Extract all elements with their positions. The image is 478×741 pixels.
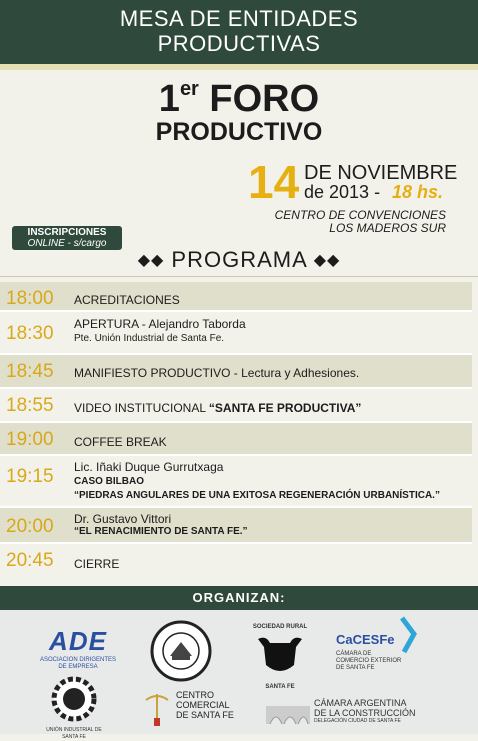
schedule-row — [0, 423, 472, 456]
diamond-right-icon: ◆◆ — [313, 252, 341, 269]
event-year: de 2013 - — [304, 182, 381, 202]
schedule-text: APERTURA - Alejandro Taborda — [74, 317, 246, 331]
cacesfe-caption-2: COMERCIO EXTERIOR — [336, 658, 402, 664]
schedule-row — [0, 508, 472, 544]
schedule-text: Dr. Gustavo Vittori — [74, 512, 172, 526]
cacesfe-caption-3: DE SANTA FE — [336, 665, 375, 671]
schedule-row — [0, 355, 472, 389]
header-line-1: MESA DE ENTIDADES — [119, 6, 359, 31]
bolsa-comercio-logo — [150, 620, 212, 682]
cacesfe-mark: CaCESFe — [336, 632, 395, 647]
schedule-time: 19:15 — [6, 466, 54, 487]
gear-icon — [44, 676, 104, 722]
event-hour: 18 hs. — [392, 182, 444, 202]
seal-icon — [150, 620, 212, 682]
centro-line-1: CENTRO — [176, 690, 214, 700]
camara-construccion-logo — [266, 698, 438, 732]
ade-logo — [38, 626, 118, 671]
schedule-row — [0, 389, 472, 423]
event-subtitle: PRODUCTIVO — [155, 118, 323, 146]
schedule-time: 18:30 — [6, 323, 54, 344]
schedule-row — [0, 544, 472, 580]
title-word-1: FORO — [209, 78, 320, 120]
header-banner — [0, 0, 478, 64]
schedule-text — [74, 401, 361, 415]
schedule-text: MANIFIESTO PRODUCTIVO - Lectura y Adhesiones. — [74, 366, 360, 380]
header-line-2: PRODUCTIVAS — [157, 31, 321, 56]
camara-line-1: CÁMARA ARGENTINA — [314, 698, 407, 708]
cacesfe-caption-1: CÁMARA DE — [336, 651, 372, 657]
schedule-text: CIERRE — [74, 557, 120, 571]
schedule-time: 19:00 — [6, 429, 54, 450]
uisf-caption: UNIÓN INDUSTRIAL DE SANTA FE — [46, 727, 102, 740]
inscripciones-line-1: INSCRIPCIONES — [27, 227, 107, 238]
programa-heading — [0, 247, 478, 273]
schedule-text-bold: “SANTA FE PRODUCTIVA” — [208, 401, 362, 415]
schedule-subtext: CASO BILBAO — [74, 476, 144, 487]
venue-line-2: LOS MADEROS SUR — [329, 221, 446, 235]
rural-bottom: SANTA FE — [265, 684, 295, 690]
divider — [0, 276, 478, 277]
schedule-text: Lic. Iñaki Duque Gurrutxaga — [74, 460, 224, 474]
schedule-time: 20:00 — [6, 516, 54, 537]
centro-line-3: DE SANTA FE — [176, 710, 234, 720]
camara-line-2: DE LA CONSTRUCCIÓN — [314, 708, 416, 718]
cacesfe-logo — [336, 632, 436, 672]
sociedad-rural-logo — [252, 624, 308, 692]
schedule-time: 18:00 — [6, 288, 54, 309]
rural-top: SOCIEDAD RURAL — [252, 624, 308, 630]
title-ordinal: 1 — [158, 78, 180, 120]
schedule-time: 18:45 — [6, 361, 54, 382]
organizan-label: ORGANIZAN: — [192, 590, 286, 605]
inscripciones-line-2: ONLINE - s/cargo — [27, 238, 107, 249]
schedule-row — [0, 456, 472, 508]
diamond-left-icon: ◆◆ — [137, 252, 165, 269]
ade-caption-2: DE EMPRESA — [58, 664, 98, 670]
caduceus-icon — [144, 690, 170, 728]
camara-line-3: DELEGACIÓN CIUDAD DE SANTA FE — [314, 718, 401, 724]
ade-mark: ADE — [49, 626, 107, 656]
centro-line-2: COMERCIAL — [176, 700, 230, 710]
schedule-row — [0, 312, 472, 355]
event-month: DE NOVIEMBRE — [304, 162, 458, 184]
schedule-time: 18:55 — [6, 395, 54, 416]
ade-caption-1: ASOCIACION DIRIGENTES — [39, 657, 116, 663]
title-ordinal-sup: er — [179, 78, 199, 101]
schedule-text-part: VIDEO INSTITUCIONAL — [74, 401, 206, 415]
schedule-text: ACREDITACIONES — [74, 293, 180, 307]
schedule-subtext: “PIEDRAS ANGULARES DE UNA EXITOSA REGENERACIÓN URBANÍSTICA.” — [74, 490, 440, 501]
arrow-icon — [398, 616, 420, 656]
programa-title: PROGRAMA — [171, 247, 307, 272]
bridge-icon — [266, 698, 310, 728]
schedule-subtext: Pte. Unión Industrial de Santa Fe. — [74, 333, 225, 344]
header-stripe — [0, 64, 478, 70]
schedule-row — [0, 282, 472, 312]
bull-icon — [252, 631, 308, 679]
logos-panel — [0, 610, 478, 740]
schedule-text: COFFEE BREAK — [74, 435, 167, 449]
schedule-time: 20:45 — [6, 550, 54, 571]
venue-line-1: CENTRO DE CONVENCIONES — [274, 208, 446, 222]
centro-comercial-logo — [144, 690, 244, 730]
event-title — [0, 78, 478, 121]
event-day: 14 — [248, 156, 300, 208]
uisf-logo — [44, 676, 104, 741]
schedule-subtext: “EL RENACIMIENTO DE SANTA FE.” — [74, 526, 248, 537]
